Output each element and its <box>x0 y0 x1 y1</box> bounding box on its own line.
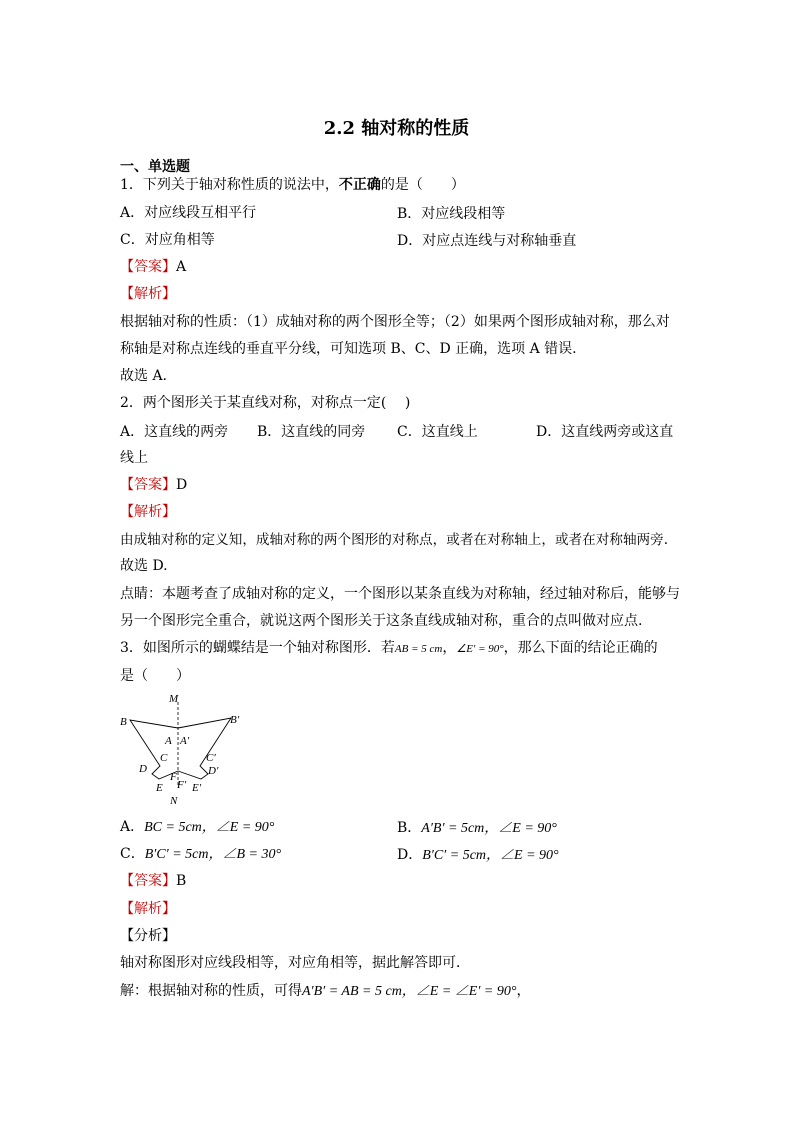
q3-option-d-letter: D． <box>397 847 423 863</box>
q1-stem-emphasis: 不正确 <box>338 177 381 193</box>
q3-option-c <box>120 844 281 865</box>
q3-answer-value: B <box>176 873 187 889</box>
q3-option-b <box>397 817 557 837</box>
q2-answer-tag: 【答案】 <box>120 477 176 493</box>
q1-stem <box>120 175 465 195</box>
label-f: F <box>170 771 177 783</box>
q3-method: 轴对称图形对应线段相等，对应角相等，据此解答即可． <box>120 955 470 971</box>
q1-answer-value: A <box>176 259 187 275</box>
q2-comment-line-1: 点睛：本题考查了成轴对称的定义，一个图形以某条直线为对称轴，经过轴对称后，能够与 <box>120 586 680 602</box>
q1-option-a: A．对应线段互相平行 <box>120 205 257 221</box>
q3-stem-sep: ， <box>442 640 457 656</box>
q3-solution-text: 解：根据轴对称的性质，可得 <box>120 983 302 999</box>
label-n: N <box>170 795 178 807</box>
q2-stem: 2．两个图形关于某直线对称，对称点一定( ) <box>120 395 411 411</box>
label-a: A <box>165 735 172 747</box>
q2-option-a: A．这直线的两旁 <box>120 424 229 440</box>
q3-stem-angle: ∠E′ = 90° <box>456 643 504 655</box>
label-m: M <box>169 693 179 705</box>
label-e: E <box>156 782 163 794</box>
right-wing <box>178 718 231 779</box>
label-e-prime: E′ <box>192 782 202 794</box>
q1-stem-text: 1．下列关于轴对称性质的说法中， <box>120 177 339 193</box>
q3-answer <box>120 871 186 891</box>
q1-option-d: D．对应点连线与对称轴垂直 <box>397 233 577 249</box>
q1-analysis-tag: 【解析】 <box>120 286 176 302</box>
q3-option-a-letter: A． <box>120 819 145 835</box>
q3-stem-tail: ，那么下面的结论正确的 <box>503 640 658 656</box>
q1-option-c: C．对应角相等 <box>120 232 215 248</box>
q3-stem-ab: AB = 5 cm <box>394 643 443 655</box>
q3-option-d <box>397 844 559 864</box>
q3-option-b-expr: A′B′ = 5cm，∠E = 90° <box>421 821 557 836</box>
q3-option-a <box>120 817 274 838</box>
q3-stem <box>120 638 658 659</box>
q3-option-c-expr: B′C′ = 5cm，∠B = 30° <box>144 847 282 862</box>
q3-option-a-expr: BC = 5cm，∠E = 90° <box>144 820 275 835</box>
label-f-prime: F′ <box>177 779 187 791</box>
q3-method-tag: 【分析】 <box>120 928 176 944</box>
label-b-prime: B′ <box>230 714 240 726</box>
q2-analysis-line-1: 由成轴对称的定义知，成轴对称的两个图形的对称点，或者在对称轴上，或者在对称轴两旁. <box>120 532 669 548</box>
q2-answer-value: D <box>176 477 188 493</box>
q3-solution-tail: ， <box>516 983 531 999</box>
label-d: D <box>139 763 147 775</box>
q1-answer <box>120 257 186 277</box>
q1-answer-tag: 【答案】 <box>120 259 176 275</box>
q2-option-b: B．这直线的同旁 <box>257 424 366 440</box>
q1-option-b: B．对应线段相等 <box>397 206 506 222</box>
q1-conclusion: 故选 A. <box>120 368 168 384</box>
q3-analysis-tag: 【解析】 <box>120 901 176 917</box>
q3-solution <box>120 981 530 1002</box>
q1-analysis-line-2: 称轴是对称点连线的垂直平分线，可知选项 B、C、D 正确，选项 A 错误. <box>120 341 577 357</box>
label-b: B <box>120 716 127 728</box>
page-title: 2.2 轴对称的性质 <box>323 118 470 139</box>
bowtie-figure <box>115 690 255 810</box>
q3-answer-tag: 【答案】 <box>120 873 176 889</box>
label-d-prime: D′ <box>208 765 219 777</box>
q2-option-c: C．这直线上 <box>397 424 478 440</box>
label-a-prime: A′ <box>180 735 190 747</box>
label-c-prime: C′ <box>206 752 216 764</box>
q3-stem-line-2: 是（ ） <box>120 668 190 684</box>
q3-option-c-letter: C． <box>120 846 145 862</box>
q2-conclusion: 故选 D. <box>120 558 168 574</box>
label-c: C <box>160 752 168 764</box>
q2-option-d-continued: 线上 <box>120 450 148 466</box>
section-heading: 一、单选题 <box>120 159 190 175</box>
q2-analysis-tag: 【解析】 <box>120 504 176 520</box>
q3-solution-expr: A′B′ = AB = 5 cm，∠E = ∠E′ = 90° <box>302 984 517 999</box>
q2-answer <box>120 475 187 495</box>
q3-option-d-expr: B′C′ = 5cm，∠E = 90° <box>422 848 559 863</box>
q2-comment-line-2: 另一个图形完全重合，就说这两个图形关于这条直线成轴对称，重合的点叫做对应点. <box>120 613 643 629</box>
q3-option-b-letter: B． <box>397 820 422 836</box>
q2-option-d: D．这直线两旁或这直 <box>536 424 674 440</box>
q1-stem-tail: 的是（ ） <box>380 177 465 193</box>
q1-analysis-line-1: 根据轴对称的性质：（1）成轴对称的两个图形全等；（2）如果两个图形成轴对称，那么对 <box>120 314 670 330</box>
q3-stem-text: 3．如图所示的蝴蝶结是一个轴对称图形．若 <box>120 640 395 656</box>
